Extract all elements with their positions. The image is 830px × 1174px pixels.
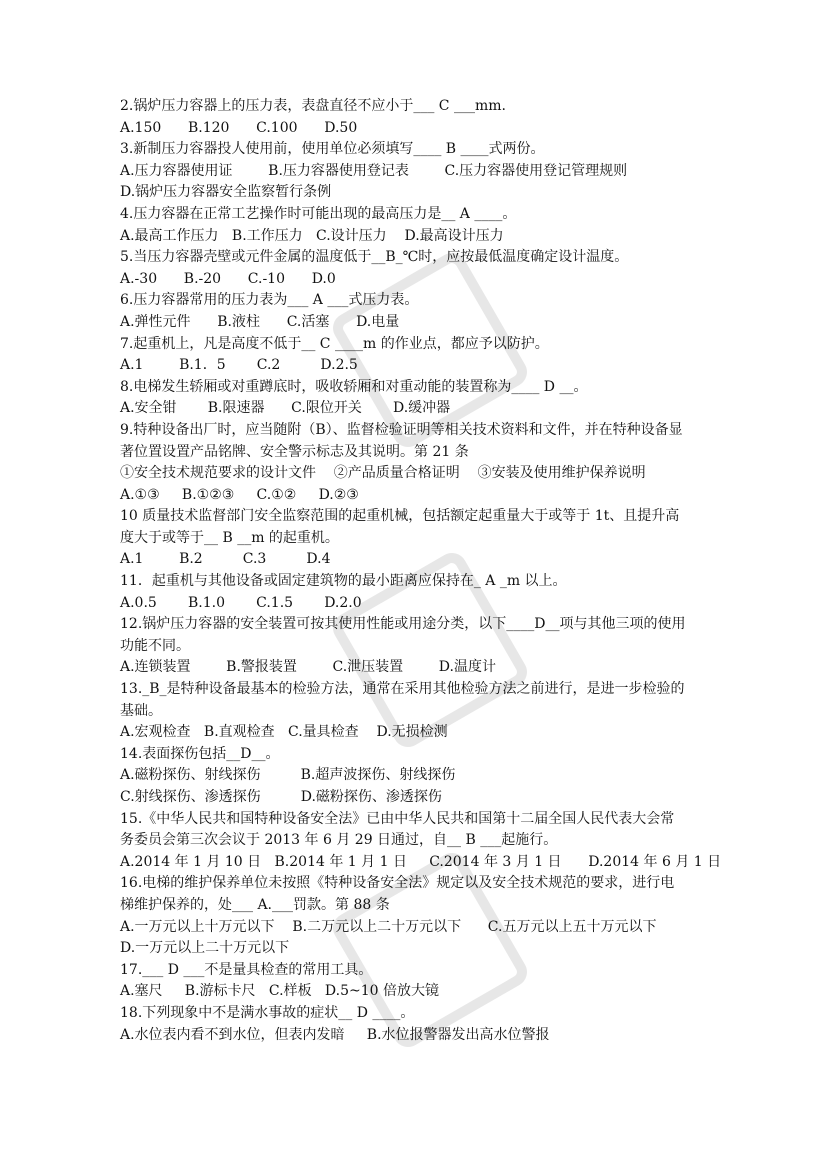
text-line: 5.当压力容器壳壁或元件金属的温度低于__B_℃时，应按最低温度确定设计温度。: [120, 249, 629, 266]
text-line: A.1 B.1．5 C.2 D.2.5: [120, 357, 358, 374]
text-line: A.塞尺 B.游标卡尺 C.样板 D.5~10 倍放大镜: [120, 983, 439, 1000]
text-line: 9.特种设备出厂时，应当随附（B）、监督检验证明等相关技术资料和文件，并在特种设备显: [120, 421, 683, 438]
text-line: 11．起重机与其他设备或固定建筑物的最小距离应保持在_ A _m 以上。: [120, 573, 567, 590]
text-line: 18.下列现象中不是满水事故的症状__ D ____。: [120, 1004, 415, 1021]
question-text: [120, 96, 720, 1046]
text-line: 著位置设置产品铭牌、安全警示标志及其说明。第 21 条: [120, 443, 469, 460]
text-line: 16.电梯的维护保养单位未按照《特种设备安全法》规定以及安全技术规范的要求，进行电: [120, 875, 675, 892]
text-line: A.连锁装置 B.警报装置 C.泄压装置 D.温度计: [120, 659, 496, 676]
text-line: A.一万元以上十万元以下 B.二万元以上二十万元以下 C.五万元以上五十万元以下: [120, 918, 657, 935]
text-line: A.0.5 B.1.0 C.1.5 D.2.0: [120, 594, 362, 611]
text-line: A.弹性元件 B.液柱 C.活塞 D.电量: [120, 313, 400, 330]
text-line: 17.___ D ___不是量具检查的常用工具。: [120, 961, 373, 978]
text-line: ①安全技术规范要求的设计文件 ②产品质量合格证明 ③安装及使用维护保养说明: [120, 465, 646, 482]
text-line: A.150 B.120 C.100 D.50: [120, 119, 358, 136]
text-line: 10 质量技术监督部门安全监察范围的起重机械，包括额定起重量大于或等于 1t、且提升高: [120, 508, 680, 525]
text-line: A.①③ B.①②③ C.①② D.②③: [120, 486, 359, 503]
text-line: A.最高工作压力 B.工作压力 C.设计压力 D.最高设计压力: [120, 227, 504, 244]
text-line: 基础。: [120, 702, 162, 719]
text-line: D.一万元以上二十万元以下: [120, 940, 290, 957]
text-line: A.宏观检查 B.直观检查 C.量具检查 D.无损检测: [120, 724, 448, 741]
text-line: A.2014 年 1 月 10 日 B.2014 年 1 月 1 日 C.2014 年 3 月 1 日 D.2014 年 6 月 1 日: [120, 853, 722, 870]
text-line: A.1 B.2 C.3 D.4: [120, 551, 331, 568]
text-line: 13._B_是特种设备最基本的检验方法，通常在采用其他检验方法之前进行，是进一步检验的: [120, 681, 685, 698]
text-line: 3.新制压力容器投人使用前，使用单位必须填写____ B ____式两份。: [120, 141, 545, 158]
text-line: 6.压力容器常用的压力表为___ A ___式压力表。: [120, 292, 419, 309]
text-line: A.安全钳 B.限速器 C.限位开关 D.缓冲器: [120, 400, 451, 417]
text-line: 功能不同。: [120, 637, 190, 654]
text-line: 务委员会第三次会议于 2013 年 6 月 29 日通过，自__ B ___起施行。: [120, 832, 558, 849]
text-line: 4.压力容器在正常工艺操作时可能出现的最高压力是__ A ____。: [120, 205, 517, 222]
text-line: A.水位表内看不到水位，但表内发暗 B.水位报警器发出高水位警报: [120, 1026, 550, 1043]
text-line: 8.电梯发生轿厢或对重蹲底时，吸收轿厢和对重动能的装置称为____ D __。: [120, 378, 588, 395]
text-line: 12.锅炉压力容器的安全装置可按其使用性能或用途分类，以下____D__项与其他三项的使用: [120, 616, 686, 633]
text-line: 梯维护保养的，处___ A.___罚款。第 88 条: [120, 896, 390, 913]
text-line: 7.起重机上，凡是高度不低于__ C ____m 的作业点，都应予以防护。: [120, 335, 549, 352]
text-line: A.压力容器使用证 B.压力容器使用登记表 C.压力容器使用登记管理规则: [120, 162, 628, 179]
text-line: 15.《中华人民共和国特种设备安全法》已由中华人民共和国第十二届全国人民代表大会常: [120, 810, 675, 827]
text-line: 2.锅炉压力容器上的压力表，表盘直径不应小于___ C ___mm.: [120, 98, 506, 114]
text-line: 14.表面探伤包括__D__。: [120, 745, 280, 762]
text-line: A.-30 B.-20 C.-10 D.0: [120, 270, 336, 287]
text-line: C.射线探伤、渗透探伤 D.磁粉探伤、渗透探伤: [120, 789, 442, 805]
text-line: A.磁粉探伤、射线探伤 B.超声波探伤、射线探伤: [120, 767, 456, 784]
text-line: D.锅炉压力容器安全监察暂行条例: [120, 184, 332, 201]
text-line: 度大于或等于__ B __m 的起重机。: [120, 529, 339, 546]
